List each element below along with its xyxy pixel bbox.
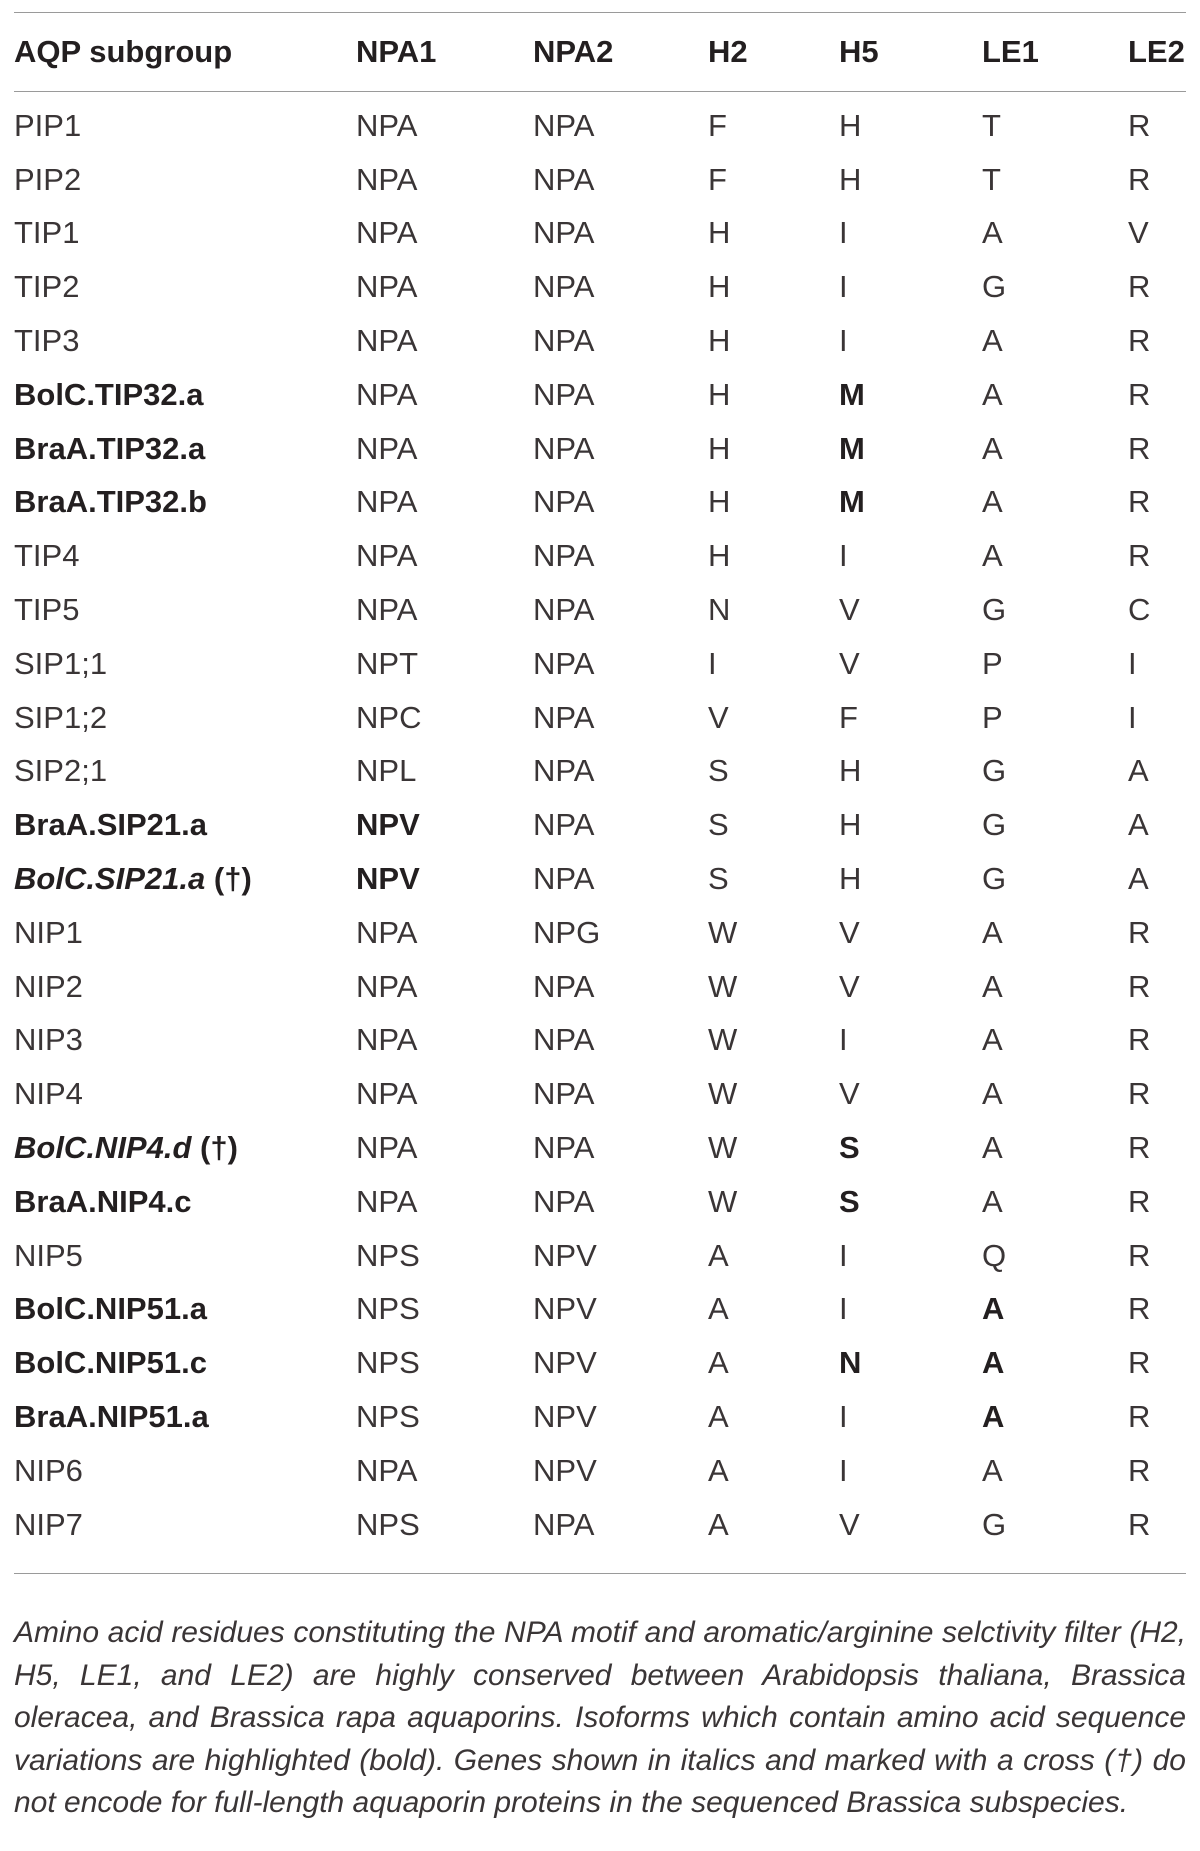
cell-npa1: NPA	[356, 376, 418, 412]
cell-h2: A	[708, 1291, 729, 1327]
cell-npa1: NPA	[356, 538, 418, 574]
cell-le1: P	[982, 645, 1003, 681]
cell-h5: F	[839, 699, 858, 735]
cell-subgroup: SIP1;1	[14, 645, 108, 681]
cell-h2: H	[708, 538, 731, 574]
cell-h5: V	[839, 968, 860, 1004]
cell-le2: R	[1128, 1130, 1151, 1166]
cell-npa1: NPA	[356, 161, 418, 197]
cell-h5: H	[839, 161, 862, 197]
cell-npa2: NPA	[533, 430, 595, 466]
cell-h2: F	[708, 107, 727, 143]
cell-npa1: NPL	[356, 753, 417, 789]
cell-le2: V	[1128, 215, 1149, 251]
header-npa2: NPA2	[533, 33, 614, 69]
cell-le1: P	[982, 699, 1003, 735]
table-row	[14, 1390, 1186, 1444]
cell-h2: H	[708, 215, 731, 251]
cell-npa2: NPA	[533, 968, 595, 1004]
table-row	[14, 637, 1186, 691]
cell-h2: W	[708, 1022, 738, 1058]
cell-le2: R	[1128, 538, 1151, 574]
table-header-row	[14, 12, 1186, 91]
cell-le1: A	[982, 430, 1003, 466]
cell-subgroup: TIP2	[14, 269, 80, 305]
cell-h2: W	[708, 914, 738, 950]
cell-le2: R	[1128, 323, 1151, 359]
cell-le2: R	[1128, 1452, 1151, 1488]
cell-h2: A	[708, 1237, 729, 1273]
cell-npa2: NPA	[533, 1022, 595, 1058]
cell-le2: R	[1128, 914, 1151, 950]
cell-subgroup: BraA.NIP51.a	[14, 1399, 209, 1435]
cell-le1: A	[982, 484, 1003, 520]
cell-h5: V	[839, 1076, 860, 1112]
cell-h2: H	[708, 269, 731, 305]
cell-h5: H	[839, 107, 862, 143]
cell-le1: G	[982, 753, 1007, 789]
cell-npa2: NPG	[533, 914, 601, 950]
cell-npa2: NPV	[533, 1345, 597, 1381]
cell-npa1: NPV	[356, 807, 420, 843]
cell-le1: G	[982, 861, 1007, 897]
cell-h5: V	[839, 914, 860, 950]
cell-subgroup: NIP2	[14, 968, 83, 1004]
cell-le2: A	[1128, 861, 1149, 897]
cell-npa1: NPA	[356, 914, 418, 950]
cell-h5: M	[839, 430, 865, 466]
table-row	[14, 1014, 1186, 1068]
cell-le1: A	[982, 538, 1003, 574]
table-row	[14, 583, 1186, 637]
cell-h2: S	[708, 861, 729, 897]
cell-h2: V	[708, 699, 729, 735]
cell-subgroup: TIP5	[14, 592, 80, 628]
cell-le2: R	[1128, 1291, 1151, 1327]
cell-le1: A	[982, 376, 1003, 412]
cell-h2: W	[708, 1183, 738, 1219]
cell-subgroup: BraA.SIP21.a	[14, 807, 207, 843]
cell-npa1: NPA	[356, 1076, 418, 1112]
table-row	[14, 1283, 1186, 1337]
cell-le2: R	[1128, 1237, 1151, 1273]
cell-h2: H	[708, 484, 731, 520]
cell-subgroup: TIP3	[14, 323, 80, 359]
table-row	[14, 1067, 1186, 1121]
cell-npa2: NPA	[533, 753, 595, 789]
cell-subgroup: NIP7	[14, 1506, 83, 1542]
cell-h5: S	[839, 1130, 860, 1166]
cell-h5: I	[839, 323, 848, 359]
cell-le2: R	[1128, 269, 1151, 305]
cell-npa1: NPA	[356, 323, 418, 359]
cell-h2: S	[708, 807, 729, 843]
cell-h5: I	[839, 1237, 848, 1273]
cell-subgroup: NIP5	[14, 1237, 83, 1273]
cell-npa1: NPS	[356, 1345, 420, 1381]
cell-npa1: NPA	[356, 592, 418, 628]
table-row	[14, 368, 1186, 422]
table-row	[14, 852, 1186, 906]
cell-le1: A	[982, 1183, 1003, 1219]
header-h5: H5	[839, 33, 879, 69]
cell-npa1: NPA	[356, 1022, 418, 1058]
cell-le1: A	[982, 1399, 1005, 1435]
cell-le1: A	[982, 215, 1003, 251]
cell-h5: I	[839, 1452, 848, 1488]
cell-le2: I	[1128, 645, 1137, 681]
cell-h2: A	[708, 1345, 729, 1381]
cell-h2: W	[708, 1076, 738, 1112]
cell-le1: Q	[982, 1237, 1007, 1273]
table-row	[14, 91, 1186, 153]
header-aqp-subgroup: AQP subgroup	[14, 33, 233, 69]
cell-le2: I	[1128, 699, 1137, 735]
cell-npa2: NPV	[533, 1237, 597, 1273]
cell-h2: F	[708, 161, 727, 197]
cell-subgroup: BolC.NIP51.c	[14, 1345, 207, 1381]
cell-npa1: NPS	[356, 1399, 420, 1435]
cell-npa1: NPA	[356, 107, 418, 143]
cell-le2: R	[1128, 1506, 1151, 1542]
cell-h5: I	[839, 538, 848, 574]
cell-npa2: NPA	[533, 1130, 595, 1166]
cell-le1: A	[982, 323, 1003, 359]
cell-h2: W	[708, 968, 738, 1004]
table-row	[14, 153, 1186, 207]
cell-h2: I	[708, 645, 717, 681]
cell-npa2: NPA	[533, 1076, 595, 1112]
cell-le2: R	[1128, 376, 1151, 412]
cell-h5: I	[839, 1399, 848, 1435]
cell-le2: R	[1128, 1076, 1151, 1112]
table-row	[14, 1498, 1186, 1552]
header-h2: H2	[708, 33, 748, 69]
cell-h5: H	[839, 861, 862, 897]
cell-subgroup: BraA.TIP32.a	[14, 430, 206, 466]
cell-npa2: NPA	[533, 861, 595, 897]
cell-le1: T	[982, 161, 1001, 197]
cell-le1: G	[982, 592, 1007, 628]
cell-le2: R	[1128, 968, 1151, 1004]
cell-subgroup: TIP1	[14, 215, 80, 251]
header-le2: LE2	[1128, 33, 1185, 69]
table-bottom-rule	[14, 1573, 1186, 1574]
cell-subgroup: PIP1	[14, 107, 82, 143]
cell-le1: T	[982, 107, 1001, 143]
table-caption: Amino acid residues constituting the NPA motif and aromatic/arginine selctivity filter (H2, H5, LE1, and LE2) are highly conserved between Arabidopsis thaliana, Brassica oleracea, and Brassica rapa aquaporins. Isoforms which contain amino acid sequence variations are highlighted (bold). Genes shown in italics and marked with a cross (†) do not encode for full-length aquaporin proteins in the sequenced Brassica subspecies.	[14, 1616, 1186, 1819]
header-npa1: NPA1	[356, 33, 437, 69]
cell-npa2: NPA	[533, 1183, 595, 1219]
table-row	[14, 1336, 1186, 1390]
cell-npa2: NPV	[533, 1291, 597, 1327]
cell-le2: A	[1128, 753, 1149, 789]
cell-npa1: NPA	[356, 269, 418, 305]
cell-le2: R	[1128, 1183, 1151, 1219]
cell-npa1: NPA	[356, 430, 418, 466]
cell-h2: A	[708, 1399, 729, 1435]
cell-h5: M	[839, 376, 865, 412]
cell-h5: N	[839, 1345, 862, 1381]
cell-subgroup: NIP3	[14, 1022, 83, 1058]
gene-name: BolC.NIP4.d	[14, 1130, 192, 1166]
table-row	[14, 476, 1186, 530]
table-row	[14, 960, 1186, 1014]
cell-subgroup: NIP4	[14, 1076, 83, 1112]
cell-npa1: NPA	[356, 968, 418, 1004]
cell-npa1: NPA	[356, 1130, 418, 1166]
cell-h5: H	[839, 807, 862, 843]
table-row	[14, 1175, 1186, 1229]
table-row	[14, 906, 1186, 960]
cell-npa2: NPA	[533, 1506, 595, 1542]
cell-h5: M	[839, 484, 865, 520]
table-row	[14, 1121, 1186, 1175]
cell-h5: V	[839, 1506, 860, 1542]
cell-le1: G	[982, 1506, 1007, 1542]
cell-h5: I	[839, 215, 848, 251]
cell-le1: A	[982, 968, 1003, 1004]
cell-npa2: NPA	[533, 215, 595, 251]
cell-subgroup: TIP4	[14, 538, 80, 574]
cell-npa1: NPA	[356, 484, 418, 520]
cell-h2: W	[708, 1130, 738, 1166]
table-body	[14, 91, 1186, 1552]
cell-le1: A	[982, 1022, 1003, 1058]
cell-npa1: NPV	[356, 861, 420, 897]
cell-npa1: NPS	[356, 1506, 420, 1542]
cell-le2: R	[1128, 107, 1151, 143]
cell-npa2: NPA	[533, 592, 595, 628]
table-row	[14, 1444, 1186, 1498]
cell-npa2: NPA	[533, 376, 595, 412]
cell-h5: S	[839, 1183, 860, 1219]
cell-h5: V	[839, 645, 860, 681]
cell-le1: A	[982, 1130, 1003, 1166]
table-row	[14, 691, 1186, 745]
table-row	[14, 529, 1186, 583]
cell-h2: A	[708, 1452, 729, 1488]
cell-le2: R	[1128, 430, 1151, 466]
cell-npa2: NPV	[533, 1452, 597, 1488]
cell-subgroup: SIP1;2	[14, 699, 108, 735]
cell-npa2: NPA	[533, 323, 595, 359]
table-row	[14, 798, 1186, 852]
table-row	[14, 260, 1186, 314]
cross-mark: (†)	[200, 1130, 238, 1166]
cell-npa2: NPA	[533, 538, 595, 574]
table-row	[14, 422, 1186, 476]
cell-subgroup: NIP6	[14, 1452, 83, 1488]
cell-npa1: NPA	[356, 1452, 418, 1488]
cell-h5: I	[839, 269, 848, 305]
cell-npa2: NPA	[533, 269, 595, 305]
cell-npa2: NPA	[533, 107, 595, 143]
cell-le1: A	[982, 1291, 1005, 1327]
cell-h2: H	[708, 376, 731, 412]
cell-h2: N	[708, 592, 731, 628]
cell-le2: R	[1128, 484, 1151, 520]
cell-h5: V	[839, 592, 860, 628]
cell-npa1: NPS	[356, 1291, 420, 1327]
cell-h2: H	[708, 430, 731, 466]
cell-subgroup: BolC.NIP51.a	[14, 1291, 207, 1327]
cell-npa1: NPS	[356, 1237, 420, 1273]
cell-subgroup	[14, 1121, 356, 1175]
cell-npa2: NPV	[533, 1399, 597, 1435]
cell-npa2: NPA	[533, 161, 595, 197]
cell-le2: R	[1128, 1399, 1151, 1435]
table-row	[14, 745, 1186, 799]
cell-le1: A	[982, 1076, 1003, 1112]
cell-h2: A	[708, 1506, 729, 1542]
cell-h2: H	[708, 323, 731, 359]
cell-subgroup: BolC.TIP32.a	[14, 376, 204, 412]
cell-npa1: NPC	[356, 699, 422, 735]
cell-le1: A	[982, 914, 1003, 950]
cell-le1: A	[982, 1452, 1003, 1488]
cell-le1: G	[982, 269, 1007, 305]
cell-le2: R	[1128, 1022, 1151, 1058]
cell-subgroup: PIP2	[14, 161, 82, 197]
aquaporin-residue-table	[14, 12, 1186, 1552]
cell-subgroup: BraA.TIP32.b	[14, 484, 207, 520]
cell-subgroup	[14, 852, 356, 906]
cell-le1: G	[982, 807, 1007, 843]
table-row	[14, 314, 1186, 368]
cell-h2: S	[708, 753, 729, 789]
cell-npa1: NPA	[356, 1183, 418, 1219]
cell-npa1: NPA	[356, 215, 418, 251]
cell-subgroup: BraA.NIP4.c	[14, 1183, 192, 1219]
cell-le2: A	[1128, 807, 1149, 843]
cell-subgroup: NIP1	[14, 914, 83, 950]
cell-h5: I	[839, 1022, 848, 1058]
cross-mark: (†)	[213, 861, 252, 897]
table-row	[14, 207, 1186, 261]
cell-le1: A	[982, 1345, 1005, 1381]
cell-h5: I	[839, 1291, 848, 1327]
cell-le2: R	[1128, 1345, 1151, 1381]
cell-npa2: NPA	[533, 699, 595, 735]
gene-name: BolC.SIP21.a	[14, 861, 206, 897]
cell-npa1: NPT	[356, 645, 418, 681]
cell-le2: C	[1128, 592, 1151, 628]
cell-npa2: NPA	[533, 645, 595, 681]
cell-subgroup: SIP2;1	[14, 753, 108, 789]
cell-h5: H	[839, 753, 862, 789]
header-le1: LE1	[982, 33, 1039, 69]
cell-npa2: NPA	[533, 807, 595, 843]
cell-le2: R	[1128, 161, 1151, 197]
cell-npa2: NPA	[533, 484, 595, 520]
table-row	[14, 1229, 1186, 1283]
